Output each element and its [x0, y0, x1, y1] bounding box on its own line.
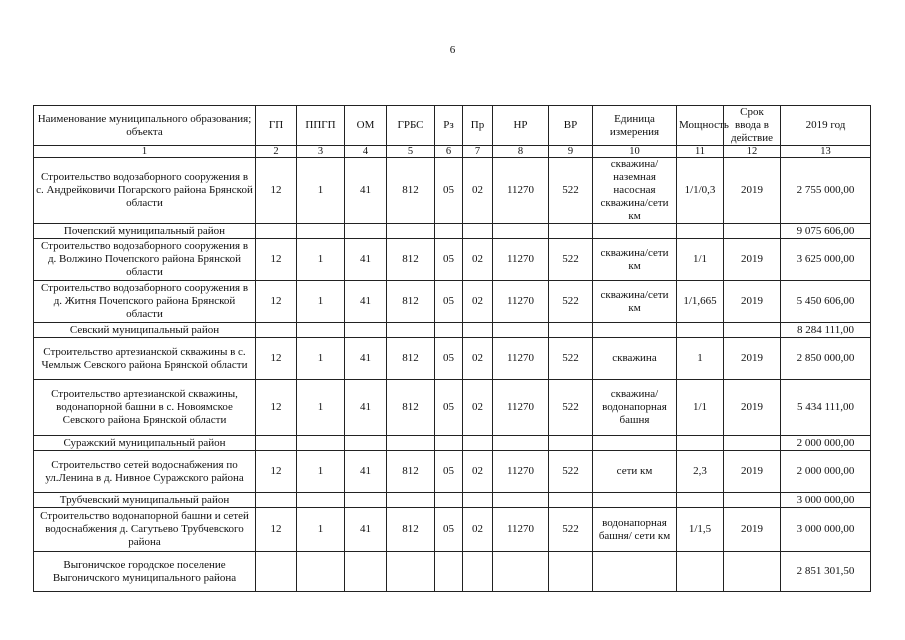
- cell-term: [724, 552, 781, 592]
- cell-om: 41: [345, 281, 387, 323]
- table-row: [34, 338, 871, 380]
- table-row: [34, 239, 871, 281]
- header-unit: Единица измерения: [593, 106, 677, 146]
- header-nr: НР: [493, 106, 549, 146]
- cell-term: [724, 323, 781, 338]
- cell-ppgp: [297, 224, 345, 239]
- table-row-district: [34, 323, 871, 338]
- cell-vr: [549, 493, 593, 508]
- cell-term: [724, 224, 781, 239]
- cell-nr: [493, 552, 549, 592]
- cell-nr: 11270: [493, 239, 549, 281]
- cell-rz: [435, 224, 463, 239]
- cell-unit: сети км: [593, 451, 677, 493]
- cell-pr: 02: [463, 239, 493, 281]
- cell-ppgp: 1: [297, 451, 345, 493]
- cell-om: [345, 493, 387, 508]
- cell-vr: 522: [549, 451, 593, 493]
- row-name: Севский муниципальный район: [34, 323, 256, 338]
- cell-grbs: 812: [387, 158, 435, 224]
- row-name: Строительство водонапорной башни и сетей водоснабжения д. Сагутьево Трубчевского района: [34, 508, 256, 552]
- cell-power: 1: [677, 338, 724, 380]
- cell-gp: [256, 552, 297, 592]
- col-num: 12: [724, 146, 781, 158]
- header-vr: ВР: [549, 106, 593, 146]
- cell-vr: 522: [549, 158, 593, 224]
- cell-pr: 02: [463, 451, 493, 493]
- cell-unit: [593, 224, 677, 239]
- header-grbs: ГРБС: [387, 106, 435, 146]
- cell-vr: 522: [549, 508, 593, 552]
- cell-rz: [435, 493, 463, 508]
- cell-amount: 9 075 606,00: [781, 224, 871, 239]
- cell-amount: 2 851 301,50: [781, 552, 871, 592]
- cell-power: 1/1: [677, 239, 724, 281]
- row-name: Строительство сетей водоснабжения по ул.Ленина в д. Нивное Суражского района: [34, 451, 256, 493]
- cell-ppgp: [297, 493, 345, 508]
- cell-grbs: [387, 493, 435, 508]
- cell-ppgp: 1: [297, 239, 345, 281]
- col-num: 5: [387, 146, 435, 158]
- cell-term: 2019: [724, 281, 781, 323]
- cell-rz: [435, 552, 463, 592]
- cell-amount: 5 434 111,00: [781, 380, 871, 436]
- cell-om: [345, 436, 387, 451]
- cell-om: 41: [345, 451, 387, 493]
- row-name: Строительство водозаборного сооружения в с. Андрейковичи Погарского района Брянской области: [34, 158, 256, 224]
- cell-rz: 05: [435, 239, 463, 281]
- header-ppgp: ППГП: [297, 106, 345, 146]
- col-num: 3: [297, 146, 345, 158]
- header-year: 2019 год: [781, 106, 871, 146]
- cell-pr: [463, 493, 493, 508]
- cell-vr: [549, 224, 593, 239]
- cell-power: [677, 436, 724, 451]
- col-num: 7: [463, 146, 493, 158]
- cell-power: [677, 493, 724, 508]
- cell-term: [724, 436, 781, 451]
- cell-unit: скважина/сети км: [593, 281, 677, 323]
- cell-gp: 12: [256, 158, 297, 224]
- cell-vr: [549, 552, 593, 592]
- cell-rz: 05: [435, 508, 463, 552]
- cell-grbs: [387, 552, 435, 592]
- cell-amount: 5 450 606,00: [781, 281, 871, 323]
- header-term: Срок ввода в действие: [724, 106, 781, 146]
- cell-rz: 05: [435, 281, 463, 323]
- cell-ppgp: 1: [297, 158, 345, 224]
- cell-grbs: 812: [387, 338, 435, 380]
- col-num: 1: [34, 146, 256, 158]
- cell-amount: 8 284 111,00: [781, 323, 871, 338]
- cell-grbs: 812: [387, 380, 435, 436]
- cell-vr: [549, 436, 593, 451]
- cell-power: 1/1: [677, 380, 724, 436]
- row-name: Суражский муниципальный район: [34, 436, 256, 451]
- cell-power: 1/1,5: [677, 508, 724, 552]
- cell-nr: [493, 493, 549, 508]
- row-name: Строительство водозаборного сооружения в д. Житня Почепского района Брянской области: [34, 281, 256, 323]
- cell-ppgp: 1: [297, 508, 345, 552]
- cell-term: [724, 493, 781, 508]
- cell-gp: [256, 323, 297, 338]
- cell-grbs: 812: [387, 281, 435, 323]
- cell-grbs: 812: [387, 508, 435, 552]
- cell-pr: 02: [463, 338, 493, 380]
- cell-om: 41: [345, 380, 387, 436]
- cell-power: [677, 224, 724, 239]
- col-num: 6: [435, 146, 463, 158]
- cell-term: 2019: [724, 338, 781, 380]
- cell-amount: 2 000 000,00: [781, 451, 871, 493]
- cell-ppgp: 1: [297, 338, 345, 380]
- cell-rz: [435, 436, 463, 451]
- table-row: [34, 451, 871, 493]
- cell-gp: 12: [256, 281, 297, 323]
- cell-vr: 522: [549, 338, 593, 380]
- cell-power: 1/1,665: [677, 281, 724, 323]
- cell-pr: [463, 552, 493, 592]
- cell-nr: 11270: [493, 158, 549, 224]
- cell-ppgp: 1: [297, 281, 345, 323]
- row-name: Почепский муниципальный район: [34, 224, 256, 239]
- cell-unit: скважина/ водонапорная башня: [593, 380, 677, 436]
- cell-unit: [593, 552, 677, 592]
- cell-term: 2019: [724, 380, 781, 436]
- cell-nr: [493, 224, 549, 239]
- column-number-row: [34, 146, 871, 158]
- cell-om: [345, 224, 387, 239]
- cell-om: 41: [345, 239, 387, 281]
- cell-vr: 522: [549, 380, 593, 436]
- col-num: 4: [345, 146, 387, 158]
- cell-vr: [549, 323, 593, 338]
- header-power: Мощность: [677, 106, 724, 146]
- cell-gp: [256, 436, 297, 451]
- cell-om: 41: [345, 338, 387, 380]
- cell-pr: 02: [463, 508, 493, 552]
- page-number: 6: [449, 44, 456, 56]
- cell-amount: 3 625 000,00: [781, 239, 871, 281]
- cell-grbs: 812: [387, 451, 435, 493]
- cell-ppgp: [297, 552, 345, 592]
- row-name: Строительство водозаборного сооружения в д. Волжино Почепского района Брянской области: [34, 239, 256, 281]
- cell-power: [677, 552, 724, 592]
- cell-unit: скважина/сети км: [593, 239, 677, 281]
- cell-pr: 02: [463, 281, 493, 323]
- table-row: [34, 380, 871, 436]
- cell-gp: 12: [256, 451, 297, 493]
- cell-ppgp: 1: [297, 380, 345, 436]
- cell-om: 41: [345, 508, 387, 552]
- cell-om: [345, 552, 387, 592]
- cell-rz: 05: [435, 158, 463, 224]
- cell-om: [345, 323, 387, 338]
- col-num: 2: [256, 146, 297, 158]
- cell-nr: 11270: [493, 380, 549, 436]
- cell-pr: [463, 224, 493, 239]
- cell-power: [677, 323, 724, 338]
- cell-power: 1/1/0,3: [677, 158, 724, 224]
- header-name: Наименование муниципального образования; объекта: [34, 106, 256, 146]
- cell-nr: [493, 436, 549, 451]
- cell-pr: 02: [463, 380, 493, 436]
- cell-term: 2019: [724, 508, 781, 552]
- cell-nr: 11270: [493, 451, 549, 493]
- cell-nr: 11270: [493, 281, 549, 323]
- table-row: [34, 281, 871, 323]
- table-row-district: [34, 493, 871, 508]
- cell-rz: 05: [435, 451, 463, 493]
- cell-pr: 02: [463, 158, 493, 224]
- table-row-district: [34, 436, 871, 451]
- cell-unit: [593, 323, 677, 338]
- cell-grbs: [387, 224, 435, 239]
- cell-term: 2019: [724, 158, 781, 224]
- cell-vr: 522: [549, 239, 593, 281]
- cell-gp: 12: [256, 239, 297, 281]
- cell-power: 2,3: [677, 451, 724, 493]
- cell-amount: 3 000 000,00: [781, 508, 871, 552]
- cell-grbs: 812: [387, 239, 435, 281]
- header-pr: Пр: [463, 106, 493, 146]
- header-om: ОМ: [345, 106, 387, 146]
- cell-amount: 2 000 000,00: [781, 436, 871, 451]
- cell-pr: [463, 323, 493, 338]
- cell-rz: 05: [435, 338, 463, 380]
- cell-ppgp: [297, 323, 345, 338]
- cell-nr: 11270: [493, 508, 549, 552]
- row-name: Строительство артезианской скважины в с. Чемлыж Севского района Брянской области: [34, 338, 256, 380]
- cell-term: 2019: [724, 239, 781, 281]
- header-row: [34, 106, 871, 146]
- cell-unit: [593, 436, 677, 451]
- cell-unit: скважина: [593, 338, 677, 380]
- cell-unit: скважина/ наземная насосная скважина/сети км: [593, 158, 677, 224]
- cell-vr: 522: [549, 281, 593, 323]
- table-row-settlement: [34, 552, 871, 592]
- cell-gp: [256, 224, 297, 239]
- cell-grbs: [387, 436, 435, 451]
- cell-om: 41: [345, 158, 387, 224]
- cell-nr: [493, 323, 549, 338]
- col-num: 13: [781, 146, 871, 158]
- cell-unit: [593, 493, 677, 508]
- cell-amount: 2 755 000,00: [781, 158, 871, 224]
- table-row: [34, 508, 871, 552]
- col-num: 10: [593, 146, 677, 158]
- cell-nr: 11270: [493, 338, 549, 380]
- header-gp: ГП: [256, 106, 297, 146]
- row-name: Выгоничское городское поселение Выгоничского муниципального района: [34, 552, 256, 592]
- budget-table: [33, 105, 871, 592]
- row-name: Трубчевский муниципальный район: [34, 493, 256, 508]
- cell-grbs: [387, 323, 435, 338]
- table-row-district: [34, 224, 871, 239]
- cell-amount: 2 850 000,00: [781, 338, 871, 380]
- col-num: 9: [549, 146, 593, 158]
- header-rz: Рз: [435, 106, 463, 146]
- cell-gp: 12: [256, 380, 297, 436]
- cell-ppgp: [297, 436, 345, 451]
- cell-gp: 12: [256, 508, 297, 552]
- table-row: [34, 158, 871, 224]
- cell-unit: водонапорная башня/ сети км: [593, 508, 677, 552]
- col-num: 11: [677, 146, 724, 158]
- cell-gp: 12: [256, 338, 297, 380]
- cell-amount: 3 000 000,00: [781, 493, 871, 508]
- cell-rz: [435, 323, 463, 338]
- row-name: Строительство артезианской скважины, водонапорной башни в с. Новоямское Севского района Брянской области: [34, 380, 256, 436]
- cell-pr: [463, 436, 493, 451]
- cell-term: 2019: [724, 451, 781, 493]
- col-num: 8: [493, 146, 549, 158]
- cell-rz: 05: [435, 380, 463, 436]
- cell-gp: [256, 493, 297, 508]
